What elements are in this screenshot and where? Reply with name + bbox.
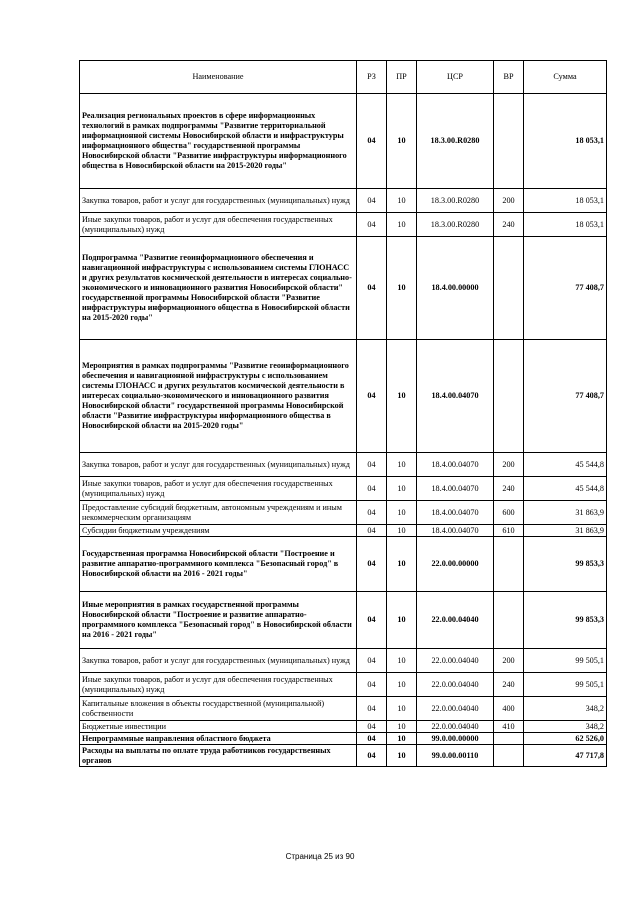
row-pr: 10 [387,453,417,477]
table-row [80,721,607,733]
row-pr: 10 [387,340,417,453]
table-row [80,477,607,501]
row-name: Закупка товаров, работ и услуг для государственных (муниципальных) нужд [80,649,357,673]
row-vr [494,745,524,767]
row-name: Мероприятия в рамках подпрограммы "Развитие геоинформационного обеспечения и навигационной инфраструктуры с использованием системы ГЛОНАСС и других результатов космической деятельности в интересах социально-экономического и инновационного развития Новосибирской области" государственной программы Новосибирской области "Развитие инфраструктуры информационного общества в Новосибирской области на 2015-2020 годы" [80,340,357,453]
row-rz: 04 [357,733,387,745]
row-sum: 18 053,1 [524,94,607,189]
row-name: Иные мероприятия в рамках государственной программы Новосибирской области "Построение и развитие аппаратно-программного комплекса "Безопасный город" в Новосибирской области на 2016 - 2021 годы" [80,592,357,649]
row-csr: 99.0.00.00110 [417,745,494,767]
table-row [80,649,607,673]
row-csr: 22.0.00.04040 [417,673,494,697]
row-pr: 10 [387,537,417,592]
row-csr: 18.4.00.04070 [417,340,494,453]
row-pr: 10 [387,525,417,537]
row-rz: 04 [357,537,387,592]
row-pr: 10 [387,237,417,340]
row-vr: 200 [494,189,524,213]
row-pr: 10 [387,733,417,745]
row-sum: 47 717,8 [524,745,607,767]
row-vr: 400 [494,697,524,721]
row-sum: 348,2 [524,697,607,721]
header-name: Наименование [80,61,357,94]
row-name: Субсидии бюджетным учреждениям [80,525,357,537]
table-header-row [80,61,607,94]
table-row [80,340,607,453]
row-csr: 18.4.00.04070 [417,453,494,477]
header-rz: РЗ [357,61,387,94]
row-vr [494,592,524,649]
row-sum: 99 853,3 [524,537,607,592]
header-pr: ПР [387,61,417,94]
table-row [80,213,607,237]
table-body [80,94,607,767]
row-sum: 77 408,7 [524,237,607,340]
row-vr: 610 [494,525,524,537]
table-row [80,94,607,189]
table-row [80,673,607,697]
row-pr: 10 [387,673,417,697]
row-name: Непрограммные направления областного бюджета [80,733,357,745]
row-vr: 240 [494,213,524,237]
row-csr: 22.0.00.04040 [417,592,494,649]
row-name: Предоставление субсидий бюджетным, автономным учреждениям и иным некоммерческим организациям [80,501,357,525]
row-vr [494,94,524,189]
row-rz: 04 [357,213,387,237]
table-row [80,745,607,767]
row-pr: 10 [387,501,417,525]
row-rz: 04 [357,745,387,767]
table-row [80,592,607,649]
row-rz: 04 [357,592,387,649]
row-pr: 10 [387,649,417,673]
row-pr: 10 [387,721,417,733]
row-rz: 04 [357,721,387,733]
row-rz: 04 [357,501,387,525]
row-rz: 04 [357,697,387,721]
row-csr: 18.3.00.R0280 [417,94,494,189]
table-row [80,537,607,592]
header-vr: ВР [494,61,524,94]
row-vr [494,340,524,453]
row-sum: 45 544,8 [524,453,607,477]
table-row [80,189,607,213]
row-name: Иные закупки товаров, работ и услуг для обеспечения государственных (муниципальных) нужд [80,673,357,697]
row-vr: 240 [494,477,524,501]
row-name: Реализация региональных проектов в сфере информационных технологий в рамках подпрограммы "Развитие территориальной информационной системы Новосибирской области и инфраструктуры информационного общества" государственной программы Новосибирской области "Развитие инфраструктуры информационного общества в Новосибирской области на 2015-2020 годы" [80,94,357,189]
row-name: Расходы на выплаты по оплате труда работников государственных органов [80,745,357,767]
row-rz: 04 [357,477,387,501]
row-rz: 04 [357,340,387,453]
row-name: Подпрограмма "Развитие геоинформационного обеспечения и навигационной инфраструктуры с использованием системы ГЛОНАСС и других результатов космической деятельности в интересах социально-экономического и инновационного развития Новосибирской области" государственной программы Новосибирской области "Развитие инфраструктуры информационного общества в Новосибирской области на 2015-2020 годы" [80,237,357,340]
row-name: Закупка товаров, работ и услуг для государственных (муниципальных) нужд [80,189,357,213]
row-sum: 45 544,8 [524,477,607,501]
row-pr: 10 [387,189,417,213]
row-pr: 10 [387,477,417,501]
row-pr: 10 [387,213,417,237]
row-sum: 348,2 [524,721,607,733]
row-csr: 18.3.00.R0280 [417,189,494,213]
row-csr: 18.3.00.R0280 [417,213,494,237]
row-csr: 18.4.00.04070 [417,477,494,501]
row-sum: 99 505,1 [524,673,607,697]
row-vr: 410 [494,721,524,733]
row-vr [494,237,524,340]
row-sum: 18 053,1 [524,189,607,213]
row-vr: 600 [494,501,524,525]
row-csr: 18.4.00.04070 [417,525,494,537]
row-vr: 200 [494,453,524,477]
row-rz: 04 [357,525,387,537]
row-rz: 04 [357,94,387,189]
row-sum: 31 863,9 [524,525,607,537]
row-pr: 10 [387,94,417,189]
row-csr: 99.0.00.00000 [417,733,494,745]
row-sum: 62 526,0 [524,733,607,745]
row-pr: 10 [387,592,417,649]
row-csr: 22.0.00.04040 [417,721,494,733]
row-name: Иные закупки товаров, работ и услуг для обеспечения государственных (муниципальных) нужд [80,477,357,501]
row-name: Капитальные вложения в объекты государственной (муниципальной) собственности [80,697,357,721]
table-row [80,525,607,537]
row-pr: 10 [387,697,417,721]
row-vr [494,537,524,592]
page-number: Страница 25 из 90 [285,852,355,861]
header-csr: ЦСР [417,61,494,94]
row-rz: 04 [357,237,387,340]
table-row [80,453,607,477]
row-sum: 77 408,7 [524,340,607,453]
row-csr: 22.0.00.00000 [417,537,494,592]
row-vr [494,733,524,745]
row-rz: 04 [357,673,387,697]
row-vr: 240 [494,673,524,697]
budget-table [79,60,607,767]
row-sum: 18 053,1 [524,213,607,237]
table-row [80,733,607,745]
row-name: Иные закупки товаров, работ и услуг для обеспечения государственных (муниципальных) нужд [80,213,357,237]
row-sum: 99 853,3 [524,592,607,649]
row-csr: 22.0.00.04040 [417,697,494,721]
row-name: Государственная программа Новосибирской области "Построение и развитие аппаратно-программного комплекса "Безопасный город" в Новосибирской области на 2016 - 2021 годы" [80,537,357,592]
row-rz: 04 [357,453,387,477]
row-pr: 10 [387,745,417,767]
row-name: Бюджетные инвестиции [80,721,357,733]
row-rz: 04 [357,649,387,673]
row-csr: 22.0.00.04040 [417,649,494,673]
header-sum: Сумма [524,61,607,94]
row-vr: 200 [494,649,524,673]
row-sum: 99 505,1 [524,649,607,673]
table-row [80,237,607,340]
row-name: Закупка товаров, работ и услуг для государственных (муниципальных) нужд [80,453,357,477]
table-row [80,697,607,721]
row-csr: 18.4.00.00000 [417,237,494,340]
row-csr: 18.4.00.04070 [417,501,494,525]
row-rz: 04 [357,189,387,213]
table-row [80,501,607,525]
row-sum: 31 863,9 [524,501,607,525]
